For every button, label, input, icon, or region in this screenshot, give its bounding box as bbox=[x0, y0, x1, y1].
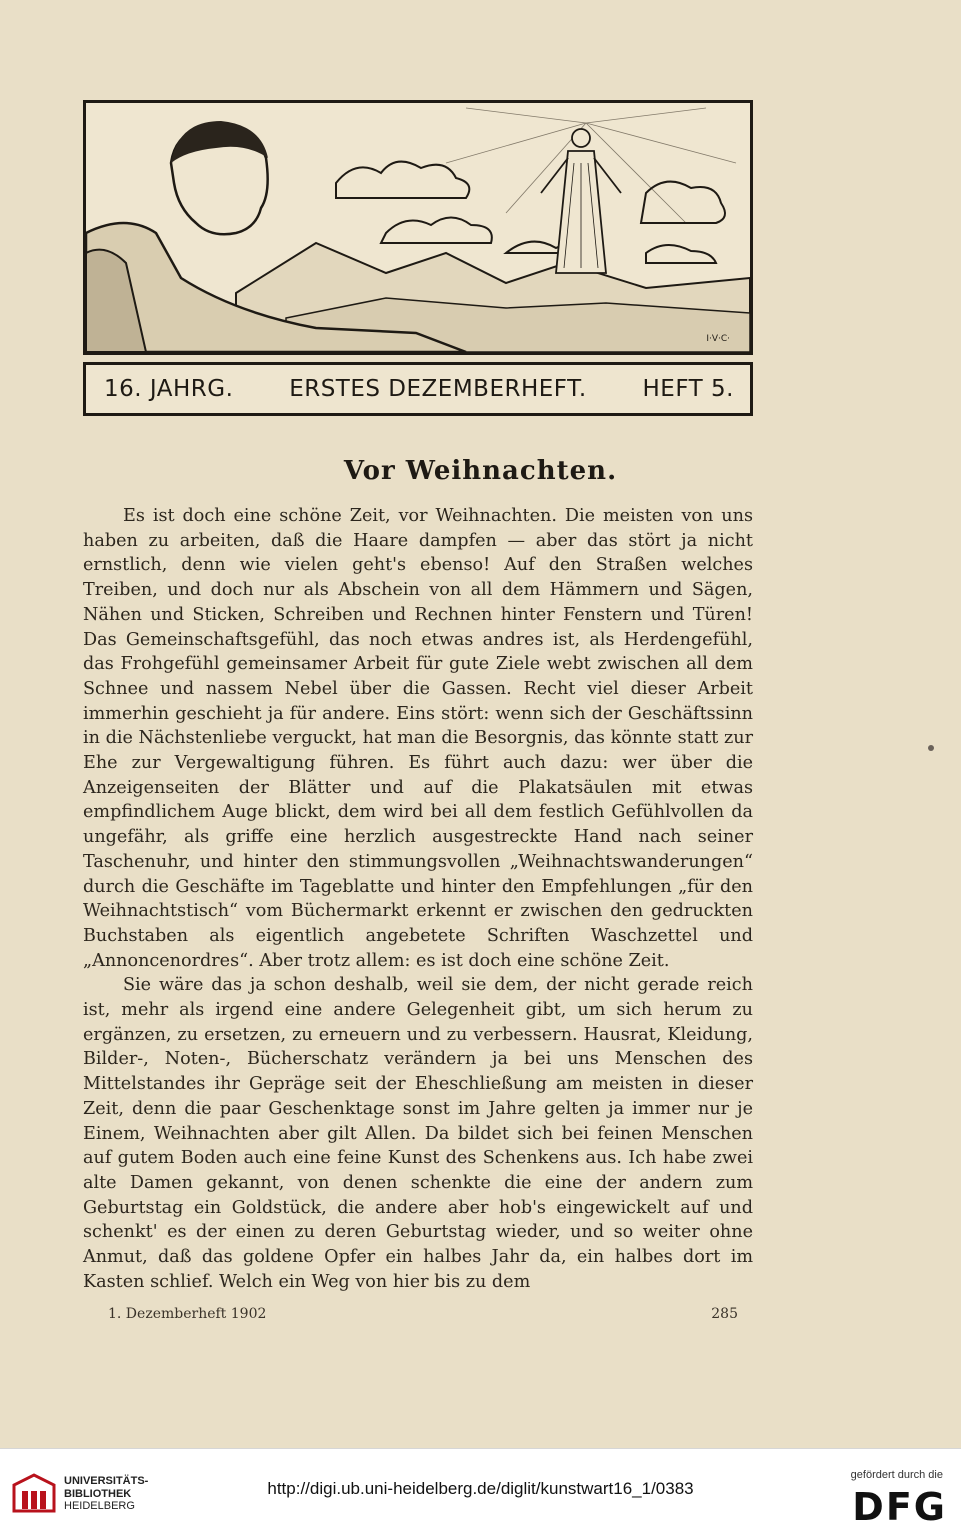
library-name-line: HEIDELBERG bbox=[64, 1500, 135, 1512]
issue-name: ERSTES DEZEMBERHEFT. bbox=[289, 376, 587, 402]
permalink-url[interactable]: http://digi.ub.uni-heidelberg.de/diglit/kunstwart16_1/0383 bbox=[267, 1479, 694, 1498]
page-number: 285 bbox=[711, 1306, 738, 1322]
header-block bbox=[83, 100, 753, 420]
paragraph: Sie wäre das ja schon deshalb, weil sie dem, der nicht gerade reich ist, mehr als irgend eine andere Gelegenheit gibt, um sich herum zu ergänzen, zu ersetzen, zu erneuern und zu verbessern. Hausrat, Kleidung, Bilder-, Noten-, Bücherschatz verändern ja bei uns Menschen des Mittelstandes ihr Gepräge seit der Eheschließung am meisten in dieser Zeit, denn die paar Geschenktage sonst im Jahre gelten ja immer nur je Einem, Weihnachten aber gilt Allen. Da bildet sich bei feinen Menschen auf gutem Boden auch eine feine Kunst des Schenkens aus. Ich habe zwei alte Damen gekannt, von denen schenkte die eine der andern zum Geburtstag ein Goldstück, die andere aber hob's eingewickelt auf und schenkt' es der einen zu deren Geburtstag wieder, und so weiter ohne Anmut, daß das goldene Opfer ein halbes Jahr da, ein halbes dort im Kasten schlief. Welch ein Weg von hier bis zu dem bbox=[83, 975, 753, 1292]
library-name-line: BIBLIOTHEK bbox=[64, 1487, 132, 1500]
volume-year: 16. JAHRG. bbox=[104, 376, 234, 402]
library-name-line: UNIVERSITÄTS- bbox=[64, 1475, 149, 1487]
digitization-banner bbox=[0, 1448, 961, 1535]
paragraph: Es ist doch eine schöne Zeit, vor Weihnachten. Die meisten von uns haben zu arbeiten, daß die Haare dampfen — aber das stört ja nicht ernstlich, denn wie vielen geht's ebenso! Auf den Straßen welches Treiben, und doch nur als Abschein von all dem Hämmern und Sägen, Nähen und Sticken, Schreiben und Rechnen hinter Fenstern und Türen! Das Gemeinschaftsgefühl, das noch etwas andres ist, als Herdengefühl, das Frohgefühl gemeinsamer Arbeit für gute Ziele webt zwischen all dem Schnee und nassem Nebel über die Gassen. Recht viel dieser Arbeit immerhin geschieht ja für andere. Eins stört: wenn sich der Geschäftssinn in die Nächstenliebe verguckt, hat man die Besorgnis, das könnte statt zur Ehe zur Vergewaltigung führen. Es führt auch dazu: wer über die Anzeigenseiten der Blätter und auf die Plakatsäulen mit etwas empfindlichem Auge blickt, dem wird bei all dem festlich Gefühlvollen da ungefähr, als griffe eine herzlich ausgestreckte Hand nach seiner Taschenuhr, und hinter den stimmungsvollen „Weihnachtswanderungen“ durch die Geschäfte im Tageblatte und hinter den Empfehlungen „für den Weihnachtstisch“ vom Büchermarkt erkennt er zwischen den gedruckten Buchstaben als eigentlich angebetete Schriften Waschzettel und „Annoncenordres“. Aber trotz allem: es ist doch eine schöne Zeit. bbox=[83, 506, 753, 971]
funding-label: gefördert durch die bbox=[850, 1469, 943, 1481]
issue-date: 1. Dezemberheft 1902 bbox=[108, 1306, 267, 1322]
artist-signature: I·V·C· bbox=[706, 334, 730, 344]
page-footer bbox=[108, 1306, 738, 1322]
header-illustration bbox=[83, 100, 753, 355]
margin-mark bbox=[928, 745, 934, 751]
article-body bbox=[83, 504, 753, 1295]
article-title: Vor Weihnachten. bbox=[343, 456, 618, 486]
dfg-logo: DFG bbox=[852, 1485, 947, 1529]
issue-bar bbox=[83, 362, 753, 416]
landscape-illustration bbox=[86, 103, 750, 352]
issue-number: HEFT 5. bbox=[642, 376, 734, 402]
